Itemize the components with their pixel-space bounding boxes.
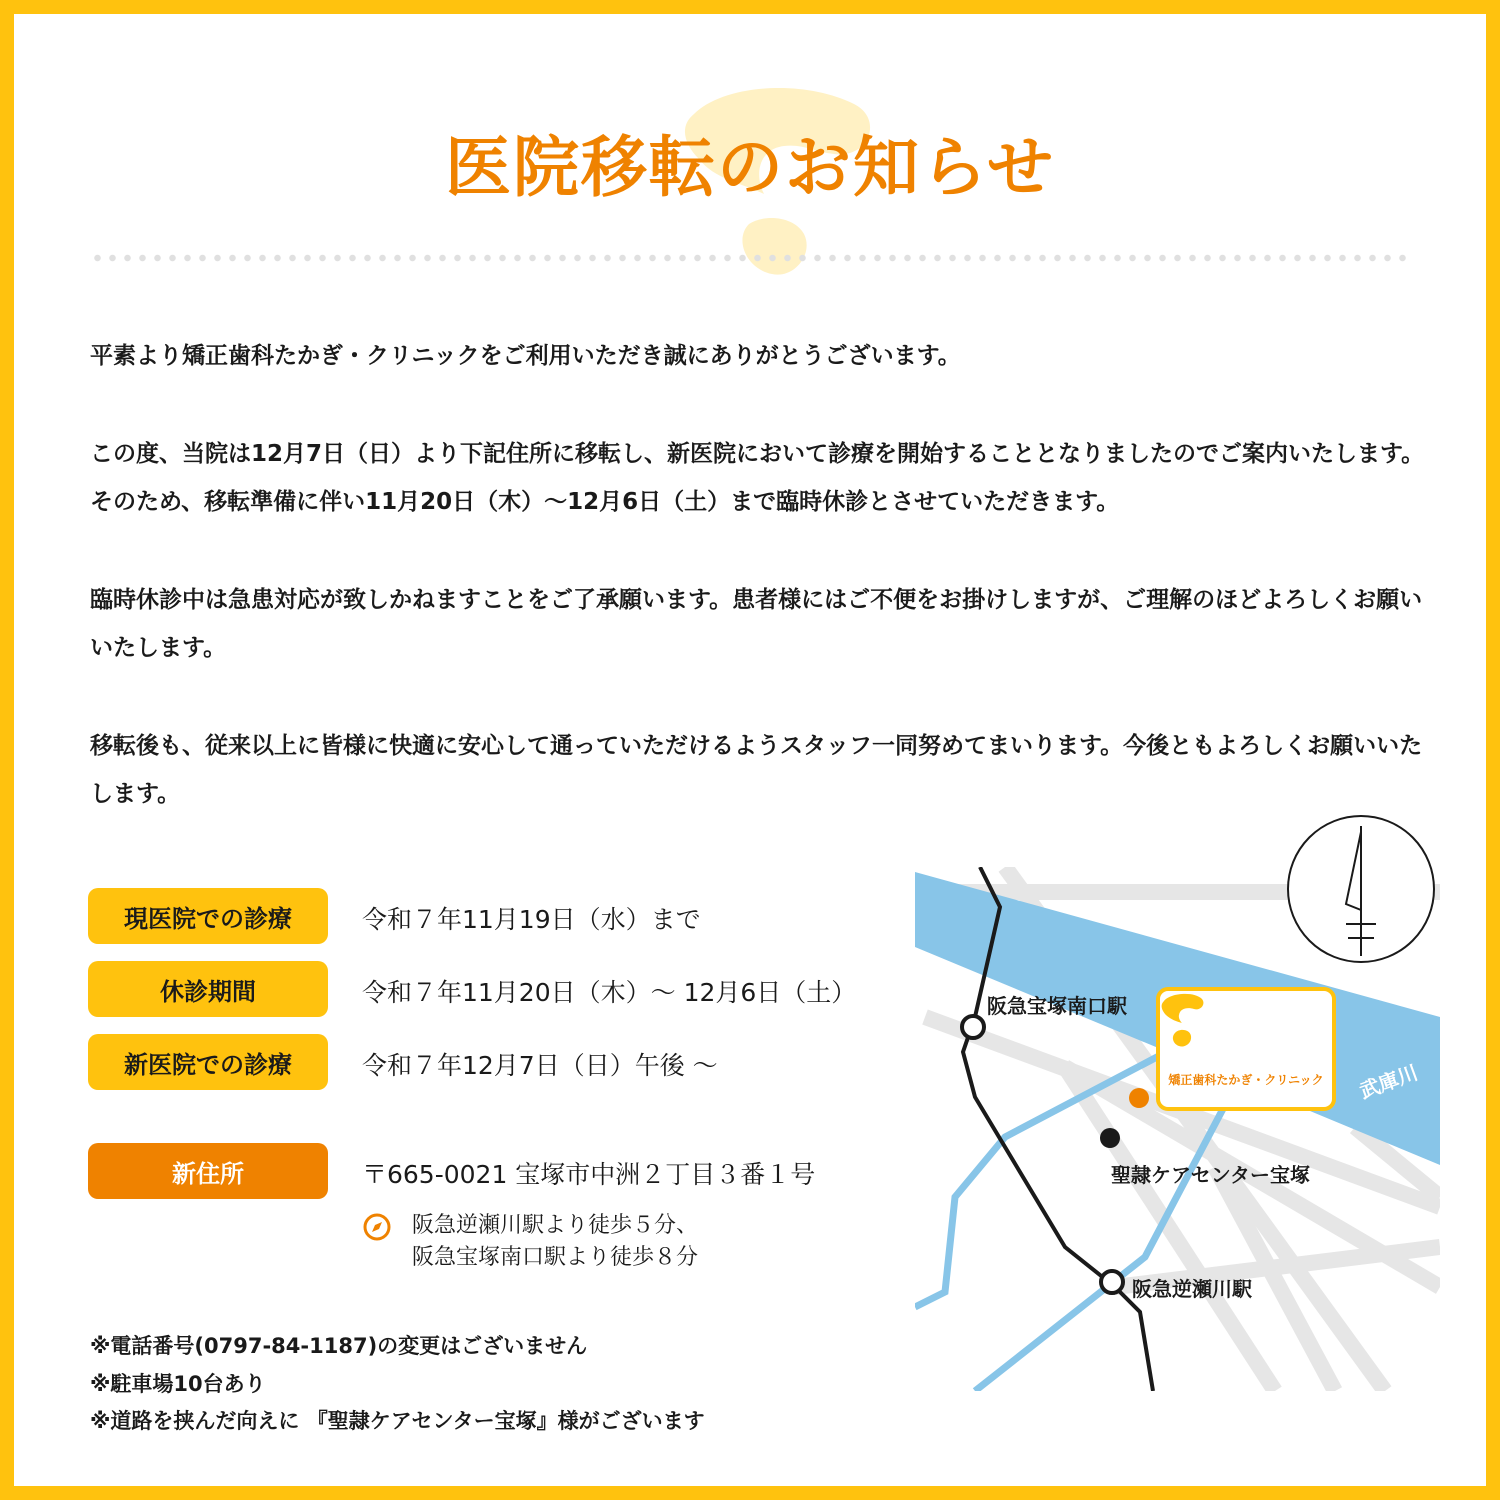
- new-address-label: 新住所: [88, 1143, 328, 1199]
- note-parking: ※駐車場10台あり: [90, 1372, 266, 1396]
- north-arrow-icon: [1286, 814, 1436, 964]
- new-clinic-label: 新医院での診療: [88, 1034, 328, 1090]
- station-north-marker: [962, 1016, 984, 1038]
- map-station-north-label: 阪急宝塚南口駅: [987, 994, 1127, 1018]
- closure-paragraph: 臨時休診中は急患対応が致しかねますことをご了承願います。患者様にはご不便をお掛けしますが、ご理解のほどよろしくお願いいたします。: [90, 587, 1423, 661]
- station-south-marker: [1101, 1271, 1123, 1293]
- note-phone: ※電話番号(0797-84-1187)の変更はございません: [90, 1334, 588, 1358]
- access-line-1: 阪急逆瀬川駅より徒歩５分、: [412, 1213, 699, 1238]
- page-title: 医院移転のお知らせ: [444, 129, 1056, 206]
- current-clinic-value: 令和７年11月19日（水）まで: [362, 905, 701, 934]
- map-river-label: 武庫川: [1356, 1060, 1421, 1104]
- dotted-divider: [90, 254, 1410, 262]
- access-line-2: 阪急宝塚南口駅より徒歩８分: [412, 1245, 699, 1270]
- current-clinic-label: 現医院での診療: [88, 888, 328, 944]
- closure-period-value: 令和７年11月20日（木）〜 12月6日（土）: [362, 978, 857, 1007]
- map-clinic-callout: [1156, 987, 1336, 1111]
- new-clinic-value: 令和７年12月7日（日）午後 〜: [362, 1051, 718, 1080]
- clinic-logo-icon: [1160, 991, 1206, 1051]
- closure-period-label: 休診期間: [88, 961, 328, 1017]
- new-address-value: 〒665-0021 宝塚市中洲２丁目３番１号: [362, 1160, 816, 1189]
- greeting-paragraph: 平素より矯正歯科たかぎ・クリニックをご利用いただき誠にありがとうございます。: [90, 343, 961, 369]
- note-landmark: ※道路を挟んだ向えに 『聖隷ケアセンター宝塚』様がございます: [90, 1409, 705, 1433]
- map-landmark-label: 聖隷ケアセンター宝塚: [1111, 1163, 1310, 1187]
- map-station-south-label: 阪急逆瀬川駅: [1132, 1277, 1252, 1301]
- relocation-paragraph: この度、当院は12月7日（日）より下記住所に移転し、新医院において診療を開始することとなりましたのでご案内いたします。そのため、移転準備に伴い11月20日（木）〜12月6日（土）まで臨時休診とさせていただきます。: [90, 441, 1425, 515]
- landmark-marker: [1100, 1128, 1120, 1148]
- clinic-marker: [1129, 1088, 1149, 1108]
- map-clinic-name: 矯正歯科たかぎ・クリニック: [1168, 1073, 1324, 1087]
- closing-paragraph: 移転後も、従来以上に皆様に快適に安心して通っていただけるようスタッフ一同努めてまいります。今後ともよろしくお願いいたします。: [90, 733, 1423, 807]
- compass-icon: [362, 1212, 392, 1242]
